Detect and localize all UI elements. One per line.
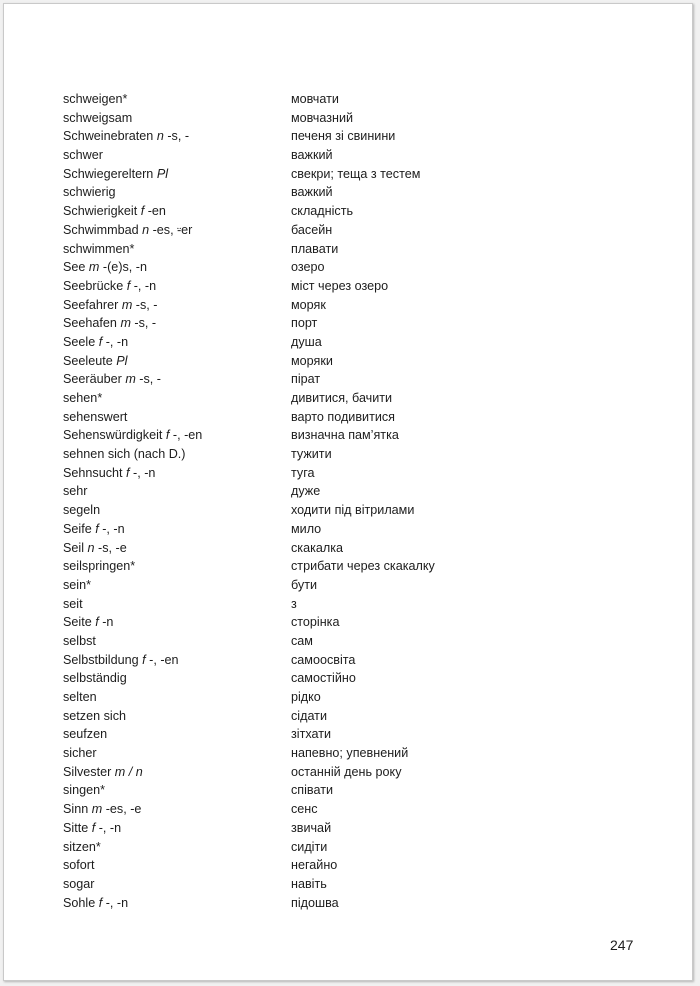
ukrainian-translation: скакалка [291, 540, 344, 555]
ukrainian-translation: дуже [291, 484, 321, 499]
ukrainian-translation: напевно; упевнений [291, 746, 409, 761]
vocabulary-entry [63, 165, 623, 184]
ukrainian-translation: мило [291, 521, 322, 536]
ukrainian-translation: басейн [291, 222, 333, 237]
grammar-label: Pl [156, 166, 169, 181]
ukrainian-translation: варто подивитися [291, 409, 395, 424]
german-headword [63, 445, 291, 464]
grammar-label: n [142, 222, 150, 237]
german-headword [63, 763, 291, 782]
grammar-label: f [98, 895, 103, 910]
headword-text: Schweinebraten [63, 129, 157, 144]
inflection-forms: -, -n [102, 334, 129, 349]
headword-text: Seele [63, 334, 99, 349]
headword-text: schwer [63, 148, 103, 163]
vocabulary-entry [63, 146, 623, 165]
headword-text: Schwiegereltern [63, 166, 157, 181]
german-headword [63, 669, 291, 688]
grammar-label: f [142, 652, 146, 667]
ukrainian-translation: стрибати через скакалку [291, 559, 435, 574]
inflection-forms: -(e)s, -n [99, 260, 147, 275]
grammar-label: f [126, 465, 130, 480]
vocabulary-entry [63, 389, 623, 408]
headword-text: sicher [63, 746, 97, 761]
ukrainian-translation: мовчати [291, 92, 339, 106]
headword-text: Seebrücke [63, 278, 127, 293]
german-headword [63, 464, 291, 483]
german-headword [63, 651, 291, 670]
vocabulary-entry [63, 725, 623, 744]
ukrainian-translation: сенс [291, 802, 318, 817]
vocabulary-entry [63, 688, 623, 707]
inflection-forms: -s, - [163, 129, 190, 144]
vocabulary-entry [63, 314, 623, 333]
inflection-forms: -es, -e [102, 802, 142, 817]
german-headword [63, 314, 291, 333]
german-headword [63, 501, 291, 520]
vocabulary-entry [63, 370, 623, 389]
vocabulary-entry [63, 576, 623, 595]
ukrainian-translation: озеро [291, 260, 325, 275]
headword-text: sitzen* [63, 839, 101, 854]
german-headword [63, 725, 291, 744]
german-headword [63, 838, 291, 857]
vocabulary-entry [63, 109, 623, 128]
grammar-label: f [140, 204, 145, 219]
ukrainian-translation: підошва [291, 895, 339, 910]
inflection-forms: -, -n [95, 820, 122, 835]
grammar-label: n [156, 129, 164, 144]
vocabulary-entry [63, 221, 623, 240]
inflection-forms: -s, - [130, 316, 157, 331]
headword-text: Sehnsucht [63, 465, 127, 480]
german-headword [63, 146, 291, 165]
ukrainian-translation: дивитися, бачити [291, 391, 393, 405]
ukrainian-translation: самоосвіта [291, 652, 356, 667]
vocabulary-entry [63, 277, 623, 296]
vocabulary-entry [63, 482, 623, 501]
german-headword [63, 688, 291, 707]
vocabulary-entry [63, 520, 623, 539]
german-headword [63, 389, 291, 408]
ukrainian-translation: ходити під вітрилами [291, 503, 415, 518]
grammar-label: m [120, 316, 131, 331]
inflection-forms: -s, - [132, 297, 158, 312]
grammar-label: n [87, 540, 95, 555]
headword-text: Seehafen [63, 316, 121, 331]
german-headword [63, 90, 291, 109]
german-headword [63, 127, 291, 146]
headword-text: Seife [63, 521, 96, 536]
vocabulary-entry [63, 464, 623, 483]
german-headword [63, 352, 291, 371]
headword-text: Schwierigkeit [63, 204, 141, 219]
page-number: 247 [610, 937, 634, 953]
grammar-label: m [88, 260, 100, 275]
headword-text: Sinn [63, 802, 92, 817]
vocabulary-entry [63, 296, 623, 315]
german-headword [63, 595, 291, 614]
ukrainian-translation: визначна пам’ятка [291, 428, 399, 443]
vocabulary-entry [63, 707, 623, 726]
inflection-forms: -, -n [129, 465, 156, 480]
ukrainian-translation: сідати [291, 708, 327, 723]
german-headword [63, 202, 291, 221]
vocabulary-entry [63, 894, 623, 913]
headword-text: selbständig [63, 671, 127, 686]
vocabulary-entry [63, 856, 623, 875]
headword-text: sehenswert [63, 409, 128, 424]
german-headword [63, 408, 291, 427]
headword-text: Seefahrer [63, 297, 122, 312]
ukrainian-translation: тужити [291, 447, 332, 462]
headword-text: sofort [63, 858, 95, 873]
german-headword [63, 258, 291, 277]
inflection-forms: -, -n [98, 521, 125, 536]
inflection-forms: -, -n [102, 895, 129, 910]
german-headword [63, 819, 291, 838]
vocabulary-entry [63, 90, 623, 109]
headword-text: schweigsam [63, 110, 133, 125]
german-headword [63, 183, 291, 202]
german-headword [63, 109, 291, 128]
headword-text: sogar [63, 876, 95, 891]
german-headword [63, 520, 291, 539]
ukrainian-translation: зітхати [291, 727, 332, 742]
german-headword [63, 221, 291, 240]
ukrainian-translation: сидіти [291, 839, 328, 854]
vocabulary-entry [63, 632, 623, 651]
ukrainian-translation: бути [291, 577, 318, 592]
vocabulary-entry [63, 240, 623, 259]
german-headword [63, 894, 291, 913]
ukrainian-translation: печеня зі свинини [291, 129, 396, 144]
inflection-forms: -en [144, 204, 166, 219]
german-headword [63, 333, 291, 352]
ukrainian-translation: порт [291, 316, 318, 331]
headword-text: seufzen [63, 727, 108, 742]
ukrainian-translation: моряки [291, 353, 333, 368]
vocabulary-entry [63, 258, 623, 277]
headword-text: segeln [63, 503, 101, 518]
ukrainian-translation: моряк [291, 297, 326, 312]
ukrainian-translation: свекри; теща з тестем [291, 166, 421, 181]
inflection-forms: -, -n [130, 278, 157, 293]
grammar-label: f [126, 278, 131, 293]
headword-text: sehnen sich (nach D.) [63, 447, 186, 462]
ukrainian-translation: співати [291, 783, 333, 798]
ukrainian-translation: звичай [291, 820, 332, 835]
vocabulary-entry [63, 800, 623, 819]
ukrainian-translation: душа [291, 334, 322, 349]
headword-text: Schwimmbad [63, 222, 143, 237]
ukrainian-translation: останній день року [291, 764, 402, 779]
headword-text: Seeräuber [63, 372, 126, 387]
vocabulary-entry [63, 426, 623, 445]
vocabulary-list [63, 90, 623, 912]
headword-text: setzen sich [63, 708, 126, 723]
vocabulary-entry [63, 539, 623, 558]
ukrainian-translation: рідко [291, 690, 321, 704]
inflection-forms: -s, -e [94, 540, 127, 555]
grammar-label: f [165, 428, 170, 443]
vocabulary-entry [63, 669, 623, 688]
headword-text: schwierig [63, 185, 116, 200]
grammar-label: f [95, 615, 99, 630]
vocabulary-entry [63, 651, 623, 670]
vocabulary-entry [63, 501, 623, 520]
inflection-forms: -s, - [135, 372, 161, 387]
headword-text: schwimmen* [63, 241, 135, 256]
vocabulary-entry [63, 819, 623, 838]
german-headword [63, 426, 291, 445]
headword-text: Sitte [63, 820, 92, 835]
inflection-forms: -, -en [169, 428, 203, 443]
german-headword [63, 613, 291, 632]
vocabulary-entry [63, 613, 623, 632]
headword-text: seilspringen* [63, 559, 136, 574]
headword-text: selten [63, 690, 97, 704]
headword-text: sein* [63, 577, 92, 592]
headword-text: See [63, 260, 89, 275]
vocabulary-entry [63, 557, 623, 576]
vocabulary-entry [63, 183, 623, 202]
german-headword [63, 781, 291, 800]
ukrainian-translation: важкий [291, 148, 333, 163]
vocabulary-entry [63, 333, 623, 352]
headword-text: Sehenswürdigkeit [63, 428, 166, 443]
headword-text: Selbstbildung [63, 652, 143, 667]
headword-text: seit [63, 596, 83, 611]
vocabulary-entry [63, 445, 623, 464]
vocabulary-entry [63, 781, 623, 800]
vocabulary-entry [63, 838, 623, 857]
ukrainian-translation: міст через озеро [291, 278, 389, 293]
inflection-forms: -, -en [145, 652, 179, 667]
headword-text: sehr [63, 484, 88, 499]
grammar-label: m / n [114, 764, 143, 779]
vocabulary-entry [63, 595, 623, 614]
headword-text: Sohle [63, 895, 99, 910]
german-headword [63, 482, 291, 501]
german-headword [63, 539, 291, 558]
ukrainian-translation: плавати [291, 241, 339, 256]
ukrainian-translation: негайно [291, 858, 338, 873]
ukrainian-translation: пірат [291, 372, 321, 387]
headword-text: Seite [63, 615, 96, 630]
german-headword [63, 576, 291, 595]
ukrainian-translation: мовчазний [291, 110, 354, 125]
ukrainian-translation: з [291, 596, 297, 611]
headword-text: selbst [63, 633, 96, 648]
grammar-label: f [91, 820, 96, 835]
grammar-label: m [121, 297, 133, 312]
ukrainian-translation: навіть [291, 876, 327, 891]
german-headword [63, 370, 291, 389]
vocabulary-entry [63, 127, 623, 146]
grammar-label: f [95, 521, 99, 536]
inflection-forms: -es, ⸚er [149, 222, 193, 237]
german-headword [63, 240, 291, 259]
grammar-label: Pl [116, 353, 128, 368]
grammar-label: m [91, 802, 103, 817]
grammar-label: m [125, 372, 136, 387]
dictionary-page [3, 3, 693, 981]
german-headword [63, 800, 291, 819]
headword-text: Silvester [63, 764, 115, 779]
german-headword [63, 165, 291, 184]
grammar-label: f [98, 334, 103, 349]
ukrainian-translation: самостійно [291, 671, 356, 686]
vocabulary-entry [63, 352, 623, 371]
vocabulary-entry [63, 744, 623, 763]
ukrainian-translation: сам [291, 633, 313, 648]
german-headword [63, 557, 291, 576]
ukrainian-translation: сторінка [291, 615, 340, 630]
german-headword [63, 296, 291, 315]
german-headword [63, 632, 291, 651]
german-headword [63, 277, 291, 296]
vocabulary-entry [63, 763, 623, 782]
vocabulary-entry [63, 408, 623, 427]
inflection-forms: -n [98, 615, 114, 630]
vocabulary-entry [63, 875, 623, 894]
german-headword [63, 856, 291, 875]
german-headword [63, 875, 291, 894]
german-headword [63, 744, 291, 763]
ukrainian-translation: важкий [291, 185, 333, 200]
german-headword [63, 707, 291, 726]
ukrainian-translation: складність [291, 204, 354, 219]
headword-text: singen* [63, 783, 106, 798]
headword-text: Seil [63, 540, 88, 555]
ukrainian-translation: туга [291, 465, 315, 480]
vocabulary-entry [63, 202, 623, 221]
headword-text: schweigen* [63, 92, 128, 106]
headword-text: sehen* [63, 391, 103, 405]
headword-text: Seeleute [63, 353, 117, 368]
